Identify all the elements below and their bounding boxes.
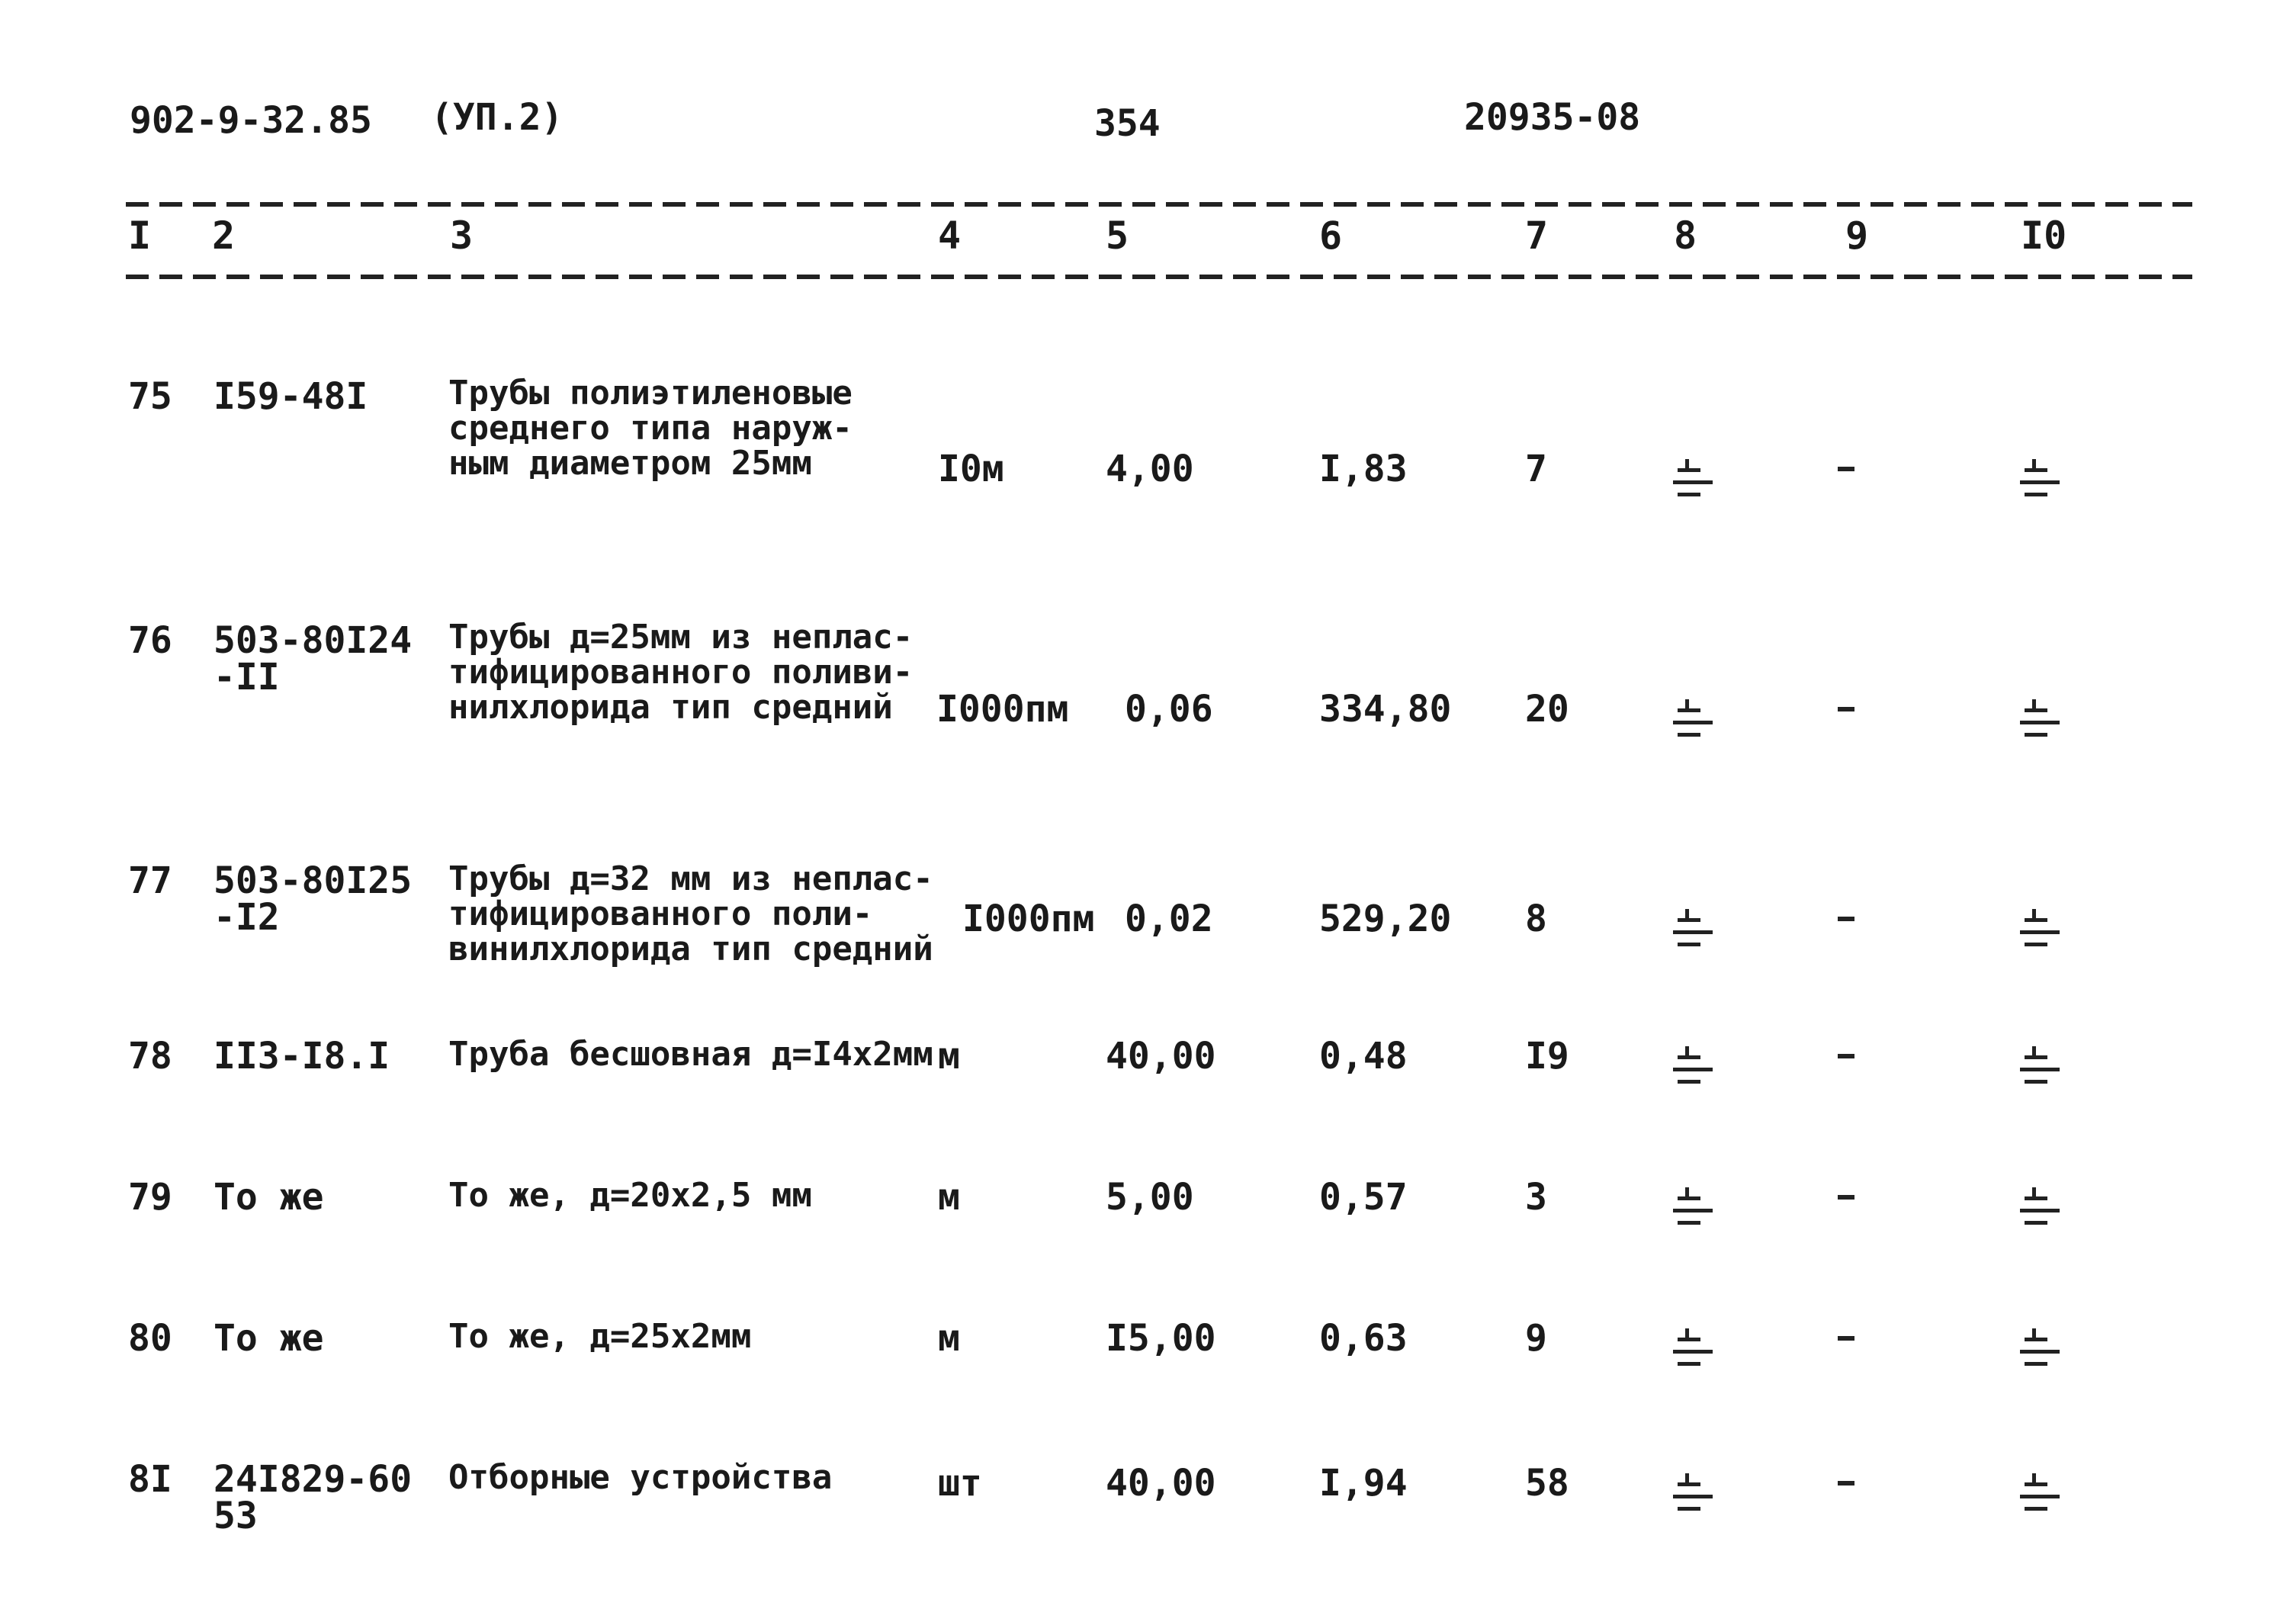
empty-dash	[1838, 1054, 1854, 1058]
item-code: -I2	[214, 896, 280, 939]
empty-dash	[1838, 917, 1854, 921]
unit: I000пм	[962, 898, 1095, 940]
column-number: 3	[450, 214, 474, 258]
total-cost: 3	[1525, 1176, 1547, 1219]
empty-dash	[1838, 707, 1854, 711]
item-code: 53	[214, 1495, 258, 1537]
item-code: 503-80I24	[214, 619, 413, 662]
column-number: 8	[1674, 214, 1697, 258]
ditto-mark-col8	[1670, 1328, 1716, 1374]
item-code: 24I829-60	[214, 1458, 413, 1501]
unit: шт	[938, 1462, 982, 1505]
quantity: 40,00	[1106, 1035, 1216, 1078]
item-code: II3-I8.I	[214, 1035, 390, 1078]
unit: м	[938, 1176, 960, 1219]
archive-number: 20935-08	[1464, 96, 1641, 139]
ditto-mark-col10	[2017, 1328, 2063, 1374]
empty-dash	[1838, 1336, 1854, 1341]
column-number: 5	[1106, 214, 1129, 258]
quantity: 0,02	[1125, 898, 1213, 940]
empty-dash	[1838, 467, 1854, 471]
quantity: 4,00	[1106, 448, 1194, 490]
empty-dash	[1838, 1481, 1854, 1485]
item-description: Трубы д=25мм из неплас-	[448, 618, 914, 657]
item-description: Трубы д=32 мм из неплас-	[448, 859, 933, 898]
section-label: (УП.2)	[431, 96, 564, 139]
unit-price: 0,57	[1319, 1176, 1408, 1219]
quantity: 5,00	[1106, 1176, 1194, 1219]
ditto-mark-col10	[2017, 1473, 2063, 1519]
doc-code: 902-9-32.85	[130, 99, 372, 142]
ditto-mark-col10	[2017, 909, 2063, 955]
ditto-mark-col8	[1670, 1187, 1716, 1233]
item-description: тифицированного поли-	[448, 895, 873, 933]
ditto-mark-col8	[1670, 699, 1716, 745]
row-number: 79	[128, 1176, 172, 1219]
ditto-mark-col8	[1670, 459, 1716, 505]
column-number: 6	[1319, 214, 1343, 258]
item-code: -II	[214, 656, 280, 699]
item-description: тифицированного поливи-	[448, 653, 914, 692]
row-number: 78	[128, 1035, 172, 1078]
unit: I000пм	[936, 688, 1069, 731]
header-rule-bottom	[126, 275, 2192, 279]
ditto-mark-col10	[2017, 1046, 2063, 1092]
ditto-mark-col10	[2017, 1187, 2063, 1233]
row-number: 80	[128, 1317, 172, 1360]
unit: м	[938, 1317, 960, 1360]
row-number: 8I	[128, 1458, 172, 1501]
empty-dash	[1838, 1195, 1854, 1200]
column-number: 2	[212, 214, 236, 258]
unit: I0м	[938, 448, 1004, 490]
unit-price: I,94	[1319, 1462, 1408, 1505]
item-description: Трубы полиэтиленовые	[448, 374, 853, 413]
ditto-mark-col8	[1670, 1046, 1716, 1092]
quantity: I5,00	[1106, 1317, 1216, 1360]
column-number: I	[128, 214, 152, 258]
item-description: винилхлорида тип средний	[448, 930, 933, 968]
item-code: То же	[214, 1317, 324, 1360]
total-cost: 8	[1525, 898, 1547, 940]
item-description: среднего типа наруж-	[448, 409, 853, 448]
item-description: То же, д=20х2,5 мм	[448, 1176, 812, 1215]
item-description: Труба бесшовная д=I4х2мм	[448, 1035, 933, 1074]
total-cost: 20	[1525, 688, 1569, 731]
item-code: I59-48I	[214, 375, 368, 418]
quantity: 0,06	[1125, 688, 1213, 731]
column-number: 7	[1525, 214, 1549, 258]
item-description: ным диаметром 25мм	[448, 444, 812, 483]
quantity: 40,00	[1106, 1462, 1216, 1505]
unit-price: I,83	[1319, 448, 1408, 490]
ditto-mark-col10	[2017, 459, 2063, 505]
total-cost: 7	[1525, 448, 1547, 490]
unit-price: 334,80	[1319, 688, 1452, 731]
item-code: То же	[214, 1176, 324, 1219]
item-description: Отборные устройства	[448, 1458, 833, 1497]
item-description: То же, д=25х2мм	[448, 1317, 752, 1356]
unit-price: 529,20	[1319, 898, 1452, 940]
row-number: 76	[128, 619, 172, 662]
header-rule-top	[126, 202, 2192, 207]
column-number: 9	[1845, 214, 1869, 258]
column-number: 4	[938, 214, 962, 258]
row-number: 77	[128, 859, 172, 902]
item-code: 503-80I25	[214, 859, 413, 902]
total-cost: 58	[1525, 1462, 1569, 1505]
total-cost: 9	[1525, 1317, 1547, 1360]
total-cost: I9	[1525, 1035, 1569, 1078]
column-number: I0	[2021, 214, 2067, 258]
unit-price: 0,63	[1319, 1317, 1408, 1360]
ditto-mark-col8	[1670, 1473, 1716, 1519]
ditto-mark-col10	[2017, 699, 2063, 745]
unit-price: 0,48	[1319, 1035, 1408, 1078]
ditto-mark-col8	[1670, 909, 1716, 955]
row-number: 75	[128, 375, 172, 418]
page-number: 354	[1094, 102, 1161, 145]
unit: м	[938, 1035, 960, 1078]
item-description: нилхлорида тип средний	[448, 688, 893, 727]
